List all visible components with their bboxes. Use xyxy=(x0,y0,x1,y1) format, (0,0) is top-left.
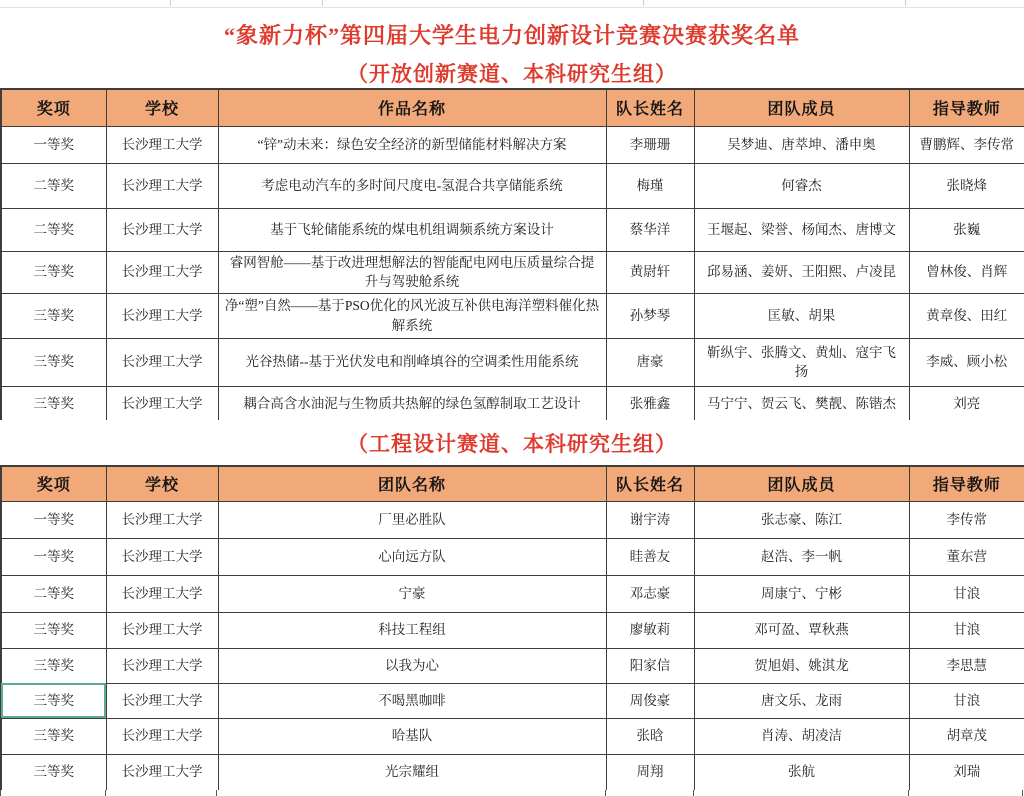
table-row xyxy=(1,683,1024,718)
cell-school[interactable]: 长沙理工大学 xyxy=(106,208,218,251)
cell-school[interactable]: 长沙理工大学 xyxy=(106,575,218,612)
cell-school[interactable]: 长沙理工大学 xyxy=(106,386,218,421)
header-row xyxy=(1,89,1024,126)
column-header-members[interactable]: 团队成员 xyxy=(694,89,909,126)
cell-captain[interactable]: 眭善友 xyxy=(606,538,694,575)
cell-members[interactable]: 何睿杰 xyxy=(694,163,909,208)
cell-advisors[interactable]: 刘亮 xyxy=(909,386,1024,421)
column-header-project[interactable]: 作品名称 xyxy=(218,89,606,126)
table-row xyxy=(1,293,1024,338)
cell-award[interactable]: 一等奖 xyxy=(1,126,106,163)
gridline xyxy=(1022,790,1023,796)
gridline xyxy=(643,0,644,6)
cell-members[interactable]: 王堰起、梁誉、杨闻杰、唐博文 xyxy=(694,208,909,251)
cell-members[interactable]: 肖涛、胡凌洁 xyxy=(694,718,909,754)
gridline xyxy=(693,790,694,796)
cell-advisors[interactable]: 李思慧 xyxy=(909,648,1024,683)
gridline xyxy=(170,0,171,6)
gridline xyxy=(0,790,1,796)
cell-team-name[interactable]: 以我为心 xyxy=(218,648,606,683)
cell-advisors[interactable]: 甘浪 xyxy=(909,575,1024,612)
column-header-award[interactable]: 奖项 xyxy=(1,89,106,126)
cell-advisors[interactable]: 李传常 xyxy=(909,501,1024,538)
cell-school[interactable]: 长沙理工大学 xyxy=(106,251,218,293)
table-row xyxy=(1,501,1024,538)
cell-school[interactable]: 长沙理工大学 xyxy=(106,538,218,575)
column-header-school[interactable]: 学校 xyxy=(106,89,218,126)
column-header-advisors[interactable]: 指导教师 xyxy=(909,89,1024,126)
table-row xyxy=(1,648,1024,683)
cell-school[interactable]: 长沙理工大学 xyxy=(106,163,218,208)
cell-award[interactable]: 三等奖 xyxy=(1,648,106,683)
cell-school[interactable]: 长沙理工大学 xyxy=(106,126,218,163)
cell-school[interactable]: 长沙理工大学 xyxy=(106,501,218,538)
cell-advisors[interactable]: 胡章茂 xyxy=(909,718,1024,754)
cell-captain[interactable]: 蔡华洋 xyxy=(606,208,694,251)
table-row xyxy=(1,126,1024,163)
cell-team-name[interactable]: 哈基队 xyxy=(218,718,606,754)
document-title-block xyxy=(0,7,1024,88)
column-header-captain[interactable]: 队长姓名 xyxy=(606,466,694,501)
cell-advisors[interactable]: 董东营 xyxy=(909,538,1024,575)
cell-members[interactable]: 靳纵宇、张腾文、黄灿、寇宇飞扬 xyxy=(694,338,909,386)
table-row xyxy=(1,163,1024,208)
cell-members[interactable]: 周康宁、宁彬 xyxy=(694,575,909,612)
cell-school[interactable]: 长沙理工大学 xyxy=(106,718,218,754)
column-header-team-name[interactable]: 团队名称 xyxy=(218,466,606,501)
cell-captain[interactable]: 廖敏莉 xyxy=(606,612,694,648)
cell-members[interactable]: 张志豪、陈江 xyxy=(694,501,909,538)
cell-award[interactable]: 二等奖 xyxy=(1,208,106,251)
gridline xyxy=(216,790,217,796)
gridline xyxy=(605,790,606,796)
cell-award[interactable]: 三等奖 xyxy=(1,293,106,338)
cell-team-name[interactable]: 光宗耀组 xyxy=(218,754,606,791)
gridline xyxy=(322,0,323,6)
table-row xyxy=(1,754,1024,791)
cell-advisors[interactable]: 张巍 xyxy=(909,208,1024,251)
cell-award[interactable]: 三等奖 xyxy=(1,338,106,386)
cell-team-name[interactable]: 厂里必胜队 xyxy=(218,501,606,538)
cell-project[interactable]: 睿网智舱——基于改进理想解法的智能配电网电压质量综合提升与驾驶舱系统 xyxy=(218,251,606,293)
table-row xyxy=(1,338,1024,386)
cell-award[interactable]: 三等奖 xyxy=(1,718,106,754)
table-row xyxy=(1,538,1024,575)
cell-members[interactable]: 匡敏、胡果 xyxy=(694,293,909,338)
cell-advisors[interactable]: 黄章俊、田红 xyxy=(909,293,1024,338)
cell-members[interactable]: 邓可盈、覃秋燕 xyxy=(694,612,909,648)
table-row xyxy=(1,612,1024,648)
cell-members[interactable]: 张航 xyxy=(694,754,909,791)
table-row xyxy=(1,575,1024,612)
cell-captain[interactable]: 阳家信 xyxy=(606,648,694,683)
page-subtitle-open-innovation: （开放创新赛道、本科研究生组） xyxy=(347,62,677,86)
gridline xyxy=(905,0,906,6)
table-row xyxy=(1,718,1024,754)
page-title: “象新力杯”第四届大学生电力创新设计竞赛决赛获奖名单 xyxy=(223,23,800,48)
cell-team-name[interactable]: 不喝黑咖啡 xyxy=(218,683,606,718)
column-header-advisors[interactable]: 指导教师 xyxy=(909,466,1024,501)
cell-project[interactable]: “锌”动未来：绿色安全经济的新型储能材料解决方案 xyxy=(218,126,606,163)
cell-school[interactable]: 长沙理工大学 xyxy=(106,648,218,683)
cell-members[interactable]: 贺旭娟、姚淇龙 xyxy=(694,648,909,683)
cell-advisors[interactable]: 曾林俊、肖辉 xyxy=(909,251,1024,293)
cell-members[interactable]: 吴梦迪、唐萃坤、潘申奥 xyxy=(694,126,909,163)
cell-award[interactable]: 三等奖 xyxy=(1,251,106,293)
cell-captain[interactable]: 张雅鑫 xyxy=(606,386,694,421)
cell-captain[interactable]: 谢宇涛 xyxy=(606,501,694,538)
cell-award[interactable]: 三等奖 xyxy=(1,754,106,791)
cell-advisors[interactable]: 刘瑞 xyxy=(909,754,1024,791)
cell-team-name[interactable]: 心向远方队 xyxy=(218,538,606,575)
table-row xyxy=(1,208,1024,251)
cell-captain[interactable]: 张晗 xyxy=(606,718,694,754)
cell-members[interactable]: 邱易涵、姜妍、王阳熙、卢凌昆 xyxy=(694,251,909,293)
awards-table-open-innovation xyxy=(0,88,1024,422)
column-header-award[interactable]: 奖项 xyxy=(1,466,106,501)
cell-project[interactable]: 基于飞轮储能系统的煤电机组调频系统方案设计 xyxy=(218,208,606,251)
cell-advisors[interactable]: 曹鹏辉、李传常 xyxy=(909,126,1024,163)
cell-captain[interactable]: 梅瑾 xyxy=(606,163,694,208)
cell-captain[interactable]: 邓志豪 xyxy=(606,575,694,612)
cell-school[interactable]: 长沙理工大学 xyxy=(106,612,218,648)
gridline xyxy=(908,790,909,796)
cell-advisors[interactable]: 张晓烽 xyxy=(909,163,1024,208)
cell-advisors[interactable]: 李威、顾小松 xyxy=(909,338,1024,386)
cell-award[interactable]: 二等奖 xyxy=(1,163,106,208)
table-row xyxy=(1,251,1024,293)
cell-members[interactable]: 马宁宁、贺云飞、樊靓、陈锴杰 xyxy=(694,386,909,421)
cell-team-name[interactable]: 科技工程组 xyxy=(218,612,606,648)
cell-team-name[interactable]: 宁豪 xyxy=(218,575,606,612)
cell-school[interactable]: 长沙理工大学 xyxy=(106,293,218,338)
cell-captain[interactable]: 周翔 xyxy=(606,754,694,791)
section-title-engineering: （工程设计赛道、本科研究生组） xyxy=(0,420,1024,465)
cell-advisors[interactable]: 甘浪 xyxy=(909,612,1024,648)
cell-captain[interactable]: 唐豪 xyxy=(606,338,694,386)
cell-award[interactable]: 三等奖 xyxy=(1,386,106,421)
cell-project[interactable]: 净“塑”自然——基于PSO优化的风光波互补供电海洋塑料催化热解系统 xyxy=(218,293,606,338)
cell-captain[interactable]: 周俊豪 xyxy=(606,683,694,718)
cell-school[interactable]: 长沙理工大学 xyxy=(106,338,218,386)
cell-advisors[interactable]: 甘浪 xyxy=(909,683,1024,718)
cell-project[interactable]: 考虑电动汽车的多时间尺度电-氢混合共享储能系统 xyxy=(218,163,606,208)
cell-members[interactable]: 唐文乐、龙雨 xyxy=(694,683,909,718)
cell-school[interactable]: 长沙理工大学 xyxy=(106,754,218,791)
header-row xyxy=(1,466,1024,501)
column-header-school[interactable]: 学校 xyxy=(106,466,218,501)
cell-award[interactable]: 一等奖 xyxy=(1,538,106,575)
table-row xyxy=(1,386,1024,421)
bottom-partial-row xyxy=(0,790,1024,796)
cell-school[interactable]: 长沙理工大学 xyxy=(106,683,218,718)
cell-award-selected[interactable]: 三等奖 xyxy=(1,683,106,718)
column-header-captain[interactable]: 队长姓名 xyxy=(606,89,694,126)
cell-captain[interactable]: 孙梦琴 xyxy=(606,293,694,338)
cell-captain[interactable]: 黄尉轩 xyxy=(606,251,694,293)
cell-project[interactable]: 耦合高含水油泥与生物质共热解的绿色氢醇制取工艺设计 xyxy=(218,386,606,421)
awards-table-engineering-design xyxy=(0,465,1024,792)
cell-members[interactable]: 赵浩、李一帆 xyxy=(694,538,909,575)
gridline xyxy=(105,790,106,796)
cell-award[interactable]: 一等奖 xyxy=(1,501,106,538)
cell-award[interactable]: 三等奖 xyxy=(1,612,106,648)
cell-project[interactable]: 光谷热储--基于光伏发电和削峰填谷的空调柔性用能系统 xyxy=(218,338,606,386)
cell-award[interactable]: 二等奖 xyxy=(1,575,106,612)
column-header-members[interactable]: 团队成员 xyxy=(694,466,909,501)
cell-captain[interactable]: 李珊珊 xyxy=(606,126,694,163)
